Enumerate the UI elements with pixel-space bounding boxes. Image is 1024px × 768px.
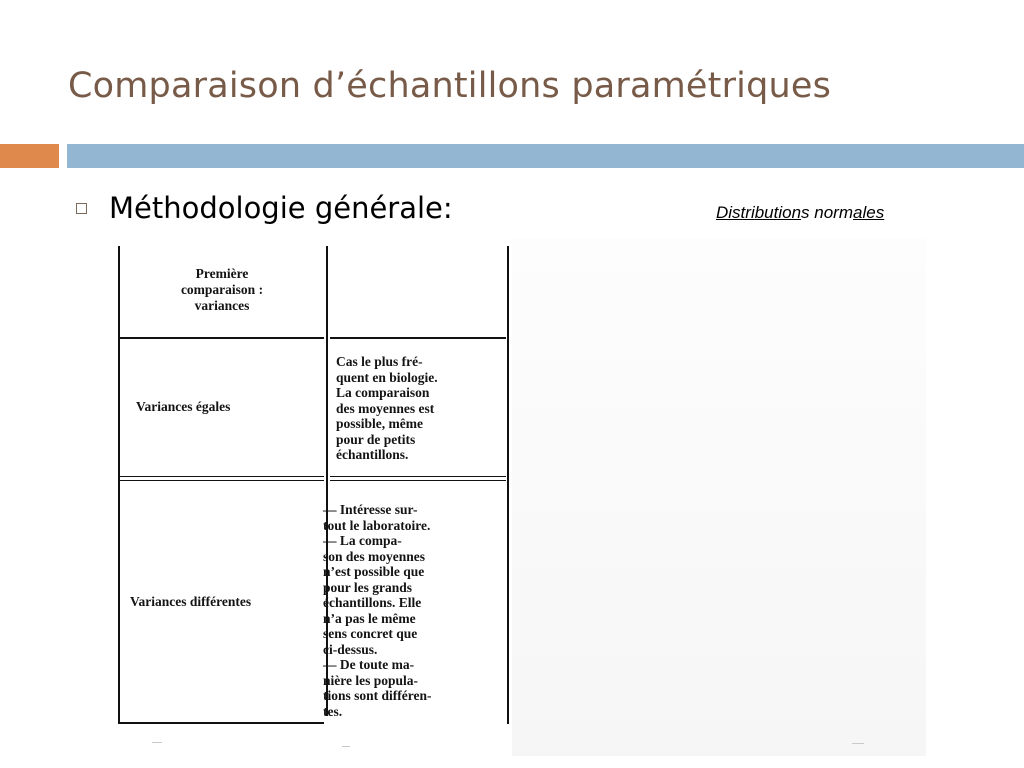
row-label: Variances différentes [130, 594, 252, 609]
table-rule-double [120, 480, 324, 481]
note-part: ales [853, 203, 885, 222]
table-rule [120, 337, 324, 339]
table-rule-double [330, 476, 506, 477]
accent-bar-orange [0, 144, 59, 168]
square-bullet-icon [76, 203, 87, 214]
slide-title: Comparaison d’échantillons paramétriques [68, 66, 832, 106]
table-rule-double [120, 476, 324, 477]
row-description: — Intéresse sur- tout le laboratoire. — La compa- son des moyennes n’est possible que pour les grands échantillons. Elle n’a pas le même sens concret que ci-dessus. — De toute ma- nière les popula- tions sont différen- tes. [323, 502, 432, 719]
table-rule-double [330, 480, 506, 481]
note-distributions-normales [716, 203, 884, 223]
table-header-cell: Première comparaison : variances [180, 266, 264, 313]
table-border-right [507, 246, 509, 724]
scan-speck [852, 743, 864, 744]
bullet-text: Méthodologie générale: [109, 191, 453, 225]
note-part: Distri [716, 203, 755, 222]
scan-background [512, 238, 926, 756]
comparison-table [92, 238, 512, 756]
row-description: Cas le plus fré- quent en biologie. La comparaison des moyennes est possible, même pour de petits échantillons. [336, 354, 438, 462]
table-border-left [118, 246, 120, 724]
note-part: s norm [801, 203, 854, 222]
table-rule [330, 337, 506, 339]
row-label: Variances égales [136, 399, 231, 414]
accent-bar-blue [67, 144, 1024, 168]
scan-speck [342, 746, 350, 747]
scanned-table-image [92, 238, 926, 756]
table-border-bottom [118, 722, 324, 724]
note-part: bution [754, 203, 802, 222]
bullet-item [76, 188, 453, 228]
scan-speck [152, 742, 162, 743]
